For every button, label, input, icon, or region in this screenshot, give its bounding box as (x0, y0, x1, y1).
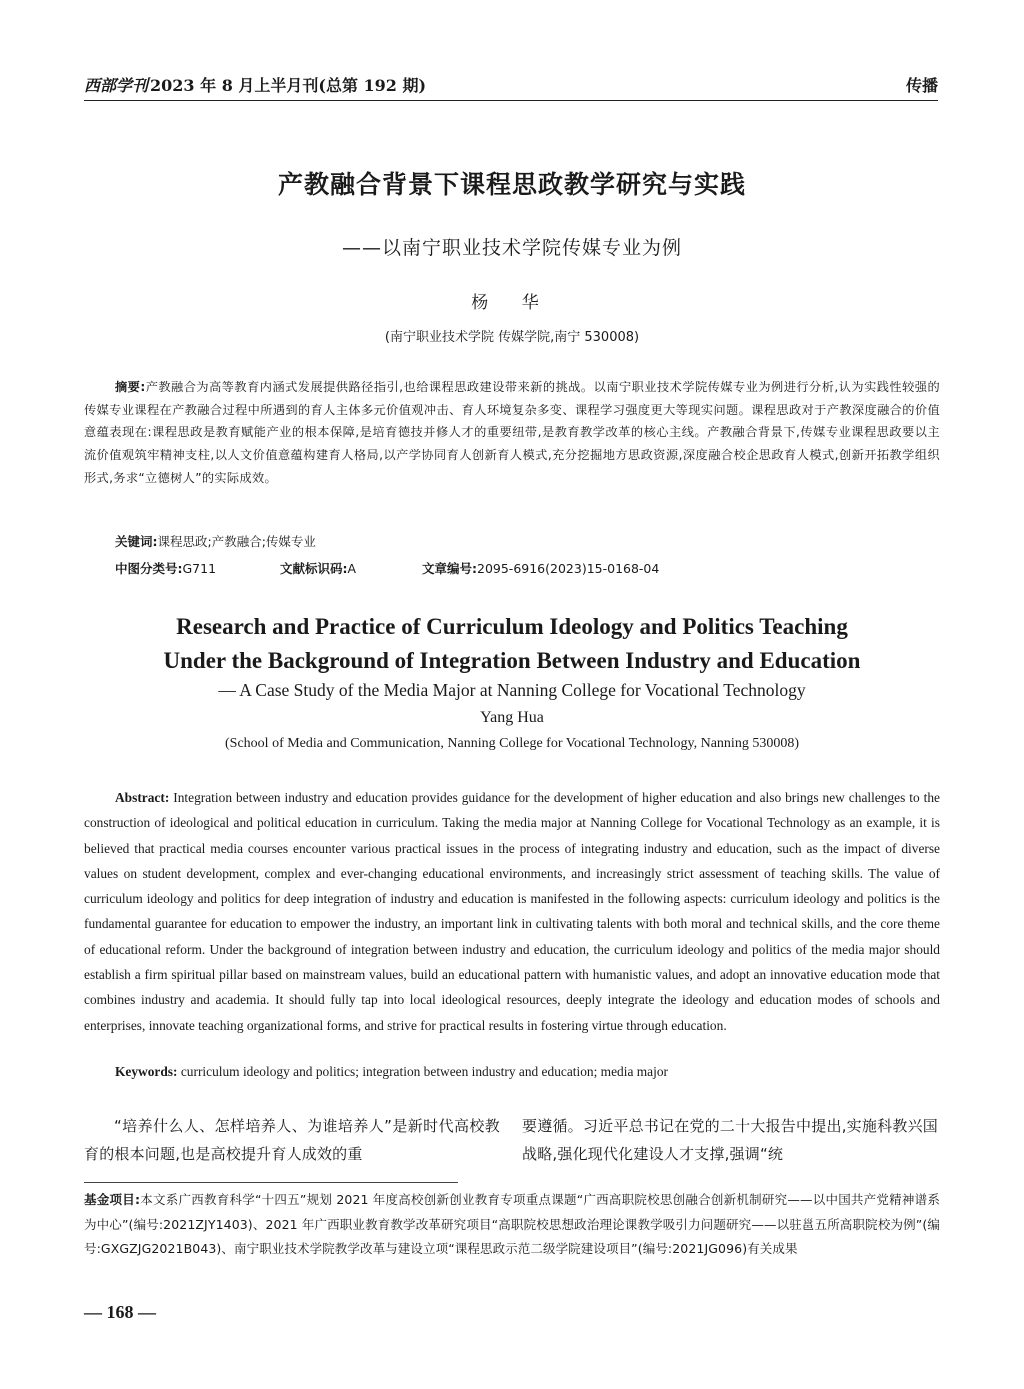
section-label: 传播 (905, 76, 938, 95)
article-label: 文章编号: (422, 561, 477, 576)
abstract-label-chinese: 摘要: (115, 380, 146, 394)
article-value: 2095-6916(2023)15-0168-04 (477, 561, 660, 576)
affiliation-english: (School of Media and Communication, Nanning College for Vocational Technology, Nanning 530008) (225, 736, 799, 751)
document-code (280, 559, 356, 577)
title-english (0, 610, 1024, 678)
abstract-english (84, 785, 940, 1038)
clc-number (115, 559, 216, 577)
body-text (84, 1112, 940, 1172)
footnote-divider (84, 1182, 458, 1183)
subtitle-english: — A Case Study of the Media Major at Nanning College for Vocational Technology (218, 680, 806, 700)
title-chinese: 产教融合背景下课程思政教学研究与实践 (277, 170, 746, 199)
funding-footnote (84, 1188, 940, 1262)
author-chinese: 杨 华 (471, 293, 553, 313)
author-english: Yang Hua (480, 709, 544, 726)
abstract-text-chinese: 产教融合为高等教育内涵式发展提供路径指引,也给课程思政建设带来新的挑战。以南宁职业技术学院传媒专业为例进行分析,认为实践性较强的传媒专业课程在产教融合过程中所遇到的育人主体多元价值观冲击、育人环境复杂多变、课程学习强度更大等现实问题。课程思政对于产教深度融合的价值意蕴表现在:课程思政是教育赋能产业的根本保障,是培育德技并修人才的重要纽带,是教育教学改革的核心主线。产教融合背景下,传媒专业课程思政要以主流价值观筑牢精神支柱,以人文价值意蕴构建育人格局,以产学协同育人创新育人模式,充分挖掘地方思政资源,深度融合校企思政育人模式,创新开拓教学组织形式,务求“立德树人”的实际成效。 (84, 380, 940, 485)
subtitle-chinese: ——以南宁职业技术学院传媒专业为例 (341, 237, 682, 259)
body-column-left: “培养什么人、怎样培养人、为谁培养人”是新时代高校教育的根本问题,也是高校提升育人成效的重 (84, 1117, 500, 1163)
title-english-line1: Research and Practice of Curriculum Ideology and Politics Teaching (176, 614, 848, 639)
funding-label: 基金项目: (84, 1192, 141, 1207)
doc-value: A (347, 561, 357, 576)
keywords-label-english: Keywords: (115, 1064, 178, 1079)
running-header (84, 72, 938, 101)
keywords-english (115, 1064, 668, 1080)
journal-issue (84, 73, 426, 100)
clc-label: 中图分类号: (115, 561, 183, 576)
issue-info: 2023 年 8 月上半月刊(总第 192 期) (150, 76, 427, 95)
page-number: — 168 — (84, 1302, 156, 1322)
keywords-text-english: curriculum ideology and politics; integration between industry and education; media major (180, 1064, 668, 1079)
article-number (422, 559, 659, 577)
abstract-chinese (84, 376, 940, 490)
affiliation-chinese: (南宁职业技术学院 传媒学院,南宁 530008) (384, 330, 640, 345)
clc-value: G711 (182, 561, 217, 576)
keywords-chinese (115, 532, 316, 550)
funding-text: 本文系广西教育科学“十四五”规划 2021 年度高校创新创业教育专项重点课题“广西高职院校思创融合创新机制研究——以中国共产党精神谱系为中心”(编号:2021ZJY1403)、2021 年广西职业教育教学改革研究项目“高职院校思想政治理论课教学吸引力问题研究——以驻邕五所高职院校为例”(编号:GXGZJG2021B043)、南宁职业技术学院教学改革与建设立项“课程思政示范二级学院建设项目”(编号:2021JG096)有关成果 (84, 1192, 941, 1256)
abstract-text-english: Integration between industry and education provides guidance for the development of higher education and also brings new challenges to the construction of ideological and political education in curriculum. Taking the media major at Nanning College for Vocational Technology as an example, it is believed that practical media courses encounter various practical issues in the process of integrating industry and education, such as the impact of diverse values on student development, complex and ever-changing educational environments, and increasingly strict assessment of teaching skills. The value of curriculum ideology and politics for deep integration of industry and education is manifested in the following aspects: curriculum ideology and politics is the fundamental guarantee for education to empower the industry, an important link in cultivating talents with both moral and technical skills, and the core theme of educational reform. Under the background of integration between industry and education, the curriculum ideology and politics of the media major should establish a firm spiritual pillar based on mainstream values, build an educational pattern with humanistic values, and adopt an innovative education mode that combines industry and academia. It should fully tap into local ideological resources, deeply integrate the ideology and education modes of schools and enterprises, innovate teaching organizational forms, and strive for practical results in fostering virtue through education. (84, 790, 941, 1033)
keywords-label-chinese: 关键词: (115, 534, 158, 549)
keywords-text-chinese: 课程思政;产教融合;传媒专业 (157, 534, 316, 549)
journal-name: 西部学刊 (84, 76, 149, 95)
body-column-right: 要遵循。习近平总书记在党的二十大报告中提出,实施科教兴国战略,强化现代化建设人才支撑,强调“统 (522, 1117, 938, 1163)
doc-label: 文献标识码: (280, 561, 348, 576)
abstract-label-english: Abstract: (115, 790, 170, 805)
title-english-line2: Under the Background of Integration Between Industry and Education (163, 648, 861, 673)
